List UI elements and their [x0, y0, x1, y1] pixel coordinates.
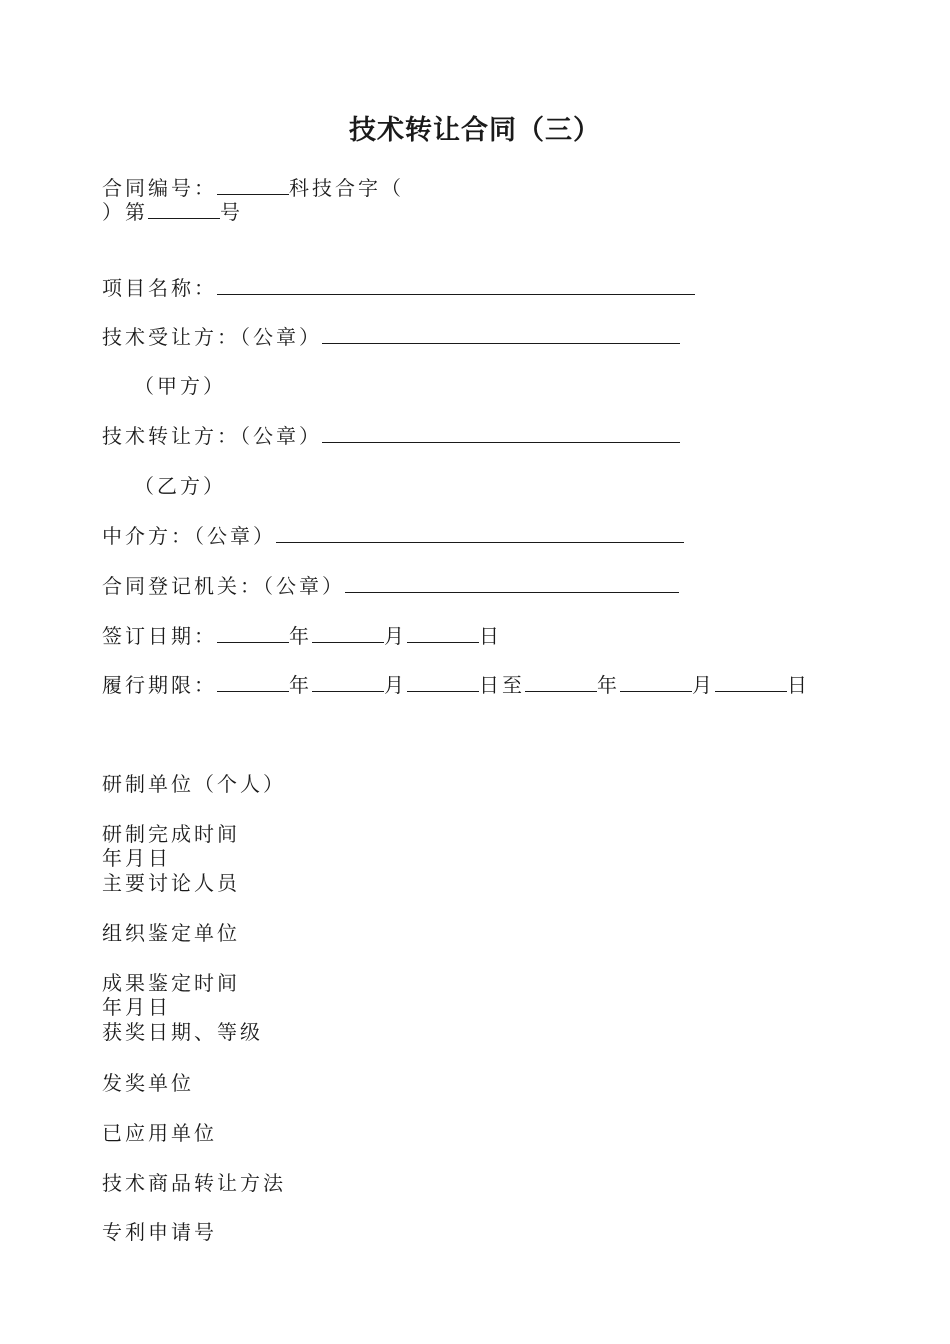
term-label: 履行期限： — [102, 673, 217, 697]
transferee-note: （甲方） — [134, 374, 226, 398]
contract-number-seq-blank[interactable] — [148, 200, 220, 219]
year-unit: 年 — [597, 673, 620, 697]
term-start-month-blank[interactable] — [312, 673, 384, 692]
contract-number-line2 — [102, 200, 243, 224]
term-end-month-blank[interactable] — [620, 673, 692, 692]
transferee-line — [102, 325, 680, 349]
section-researchers: 主要讨论人员 — [102, 871, 240, 895]
registration-label: 合同登记机关：（公章） — [102, 574, 345, 598]
intermediary-blank[interactable] — [276, 524, 684, 543]
intermediary-label: 中介方：（公章） — [102, 524, 276, 548]
contract-number-open: ）第 — [102, 200, 148, 224]
document-title: 技术转让合同（三） — [349, 115, 601, 146]
contract-number-label: 合同编号： — [102, 176, 217, 200]
section-appraisal-date: 年月日 — [102, 995, 171, 1019]
section-developer: 研制单位（个人） — [102, 772, 286, 796]
term-end-year-blank[interactable] — [525, 673, 597, 692]
term-end-day-blank[interactable] — [715, 673, 787, 692]
term-line — [102, 673, 810, 697]
transferor-line — [102, 424, 680, 448]
transferee-blank[interactable] — [322, 325, 680, 344]
section-appraisal-org: 组织鉴定单位 — [102, 921, 240, 945]
term-start-year-blank[interactable] — [217, 673, 289, 692]
contract-number-line1 — [102, 176, 404, 200]
day-to-unit: 日至 — [479, 673, 525, 697]
month-unit: 月 — [384, 673, 407, 697]
registration-line — [102, 574, 679, 598]
transferor-note: （乙方） — [134, 474, 226, 498]
contract-number-end: 号 — [220, 200, 243, 224]
transferor-label: 技术转让方：（公章） — [102, 424, 322, 448]
section-appraisal-time: 成果鉴定时间 — [102, 971, 240, 995]
section-applied-units: 已应用单位 — [102, 1121, 217, 1145]
section-completion-date: 年月日 — [102, 846, 171, 870]
year-unit: 年 — [289, 673, 312, 697]
sign-year-blank[interactable] — [217, 624, 289, 643]
project-name-blank[interactable] — [217, 276, 695, 295]
section-transfer-method: 技术商品转让方法 — [102, 1171, 286, 1195]
day-unit: 日 — [787, 673, 810, 697]
contract-number-mid: 科技合字（ — [289, 176, 404, 200]
transferor-blank[interactable] — [322, 424, 680, 443]
sign-day-blank[interactable] — [407, 624, 479, 643]
section-completion-time: 研制完成时间 — [102, 822, 240, 846]
sign-date-line — [102, 624, 502, 648]
transferee-label: 技术受让方：（公章） — [102, 325, 322, 349]
term-start-day-blank[interactable] — [407, 673, 479, 692]
day-unit: 日 — [479, 624, 502, 648]
intermediary-line — [102, 524, 684, 548]
project-name-label: 项目名称： — [102, 276, 217, 300]
section-award-date-level: 获奖日期、等级 — [102, 1020, 263, 1044]
section-award-issuer: 发奖单位 — [102, 1071, 194, 1095]
contract-number-blank[interactable] — [217, 176, 289, 195]
sign-month-blank[interactable] — [312, 624, 384, 643]
sign-date-label: 签订日期： — [102, 624, 217, 648]
year-unit: 年 — [289, 624, 312, 648]
registration-blank[interactable] — [345, 574, 679, 593]
section-patent-number: 专利申请号 — [102, 1220, 217, 1244]
project-name-line — [102, 276, 695, 300]
month-unit: 月 — [692, 673, 715, 697]
month-unit: 月 — [384, 624, 407, 648]
